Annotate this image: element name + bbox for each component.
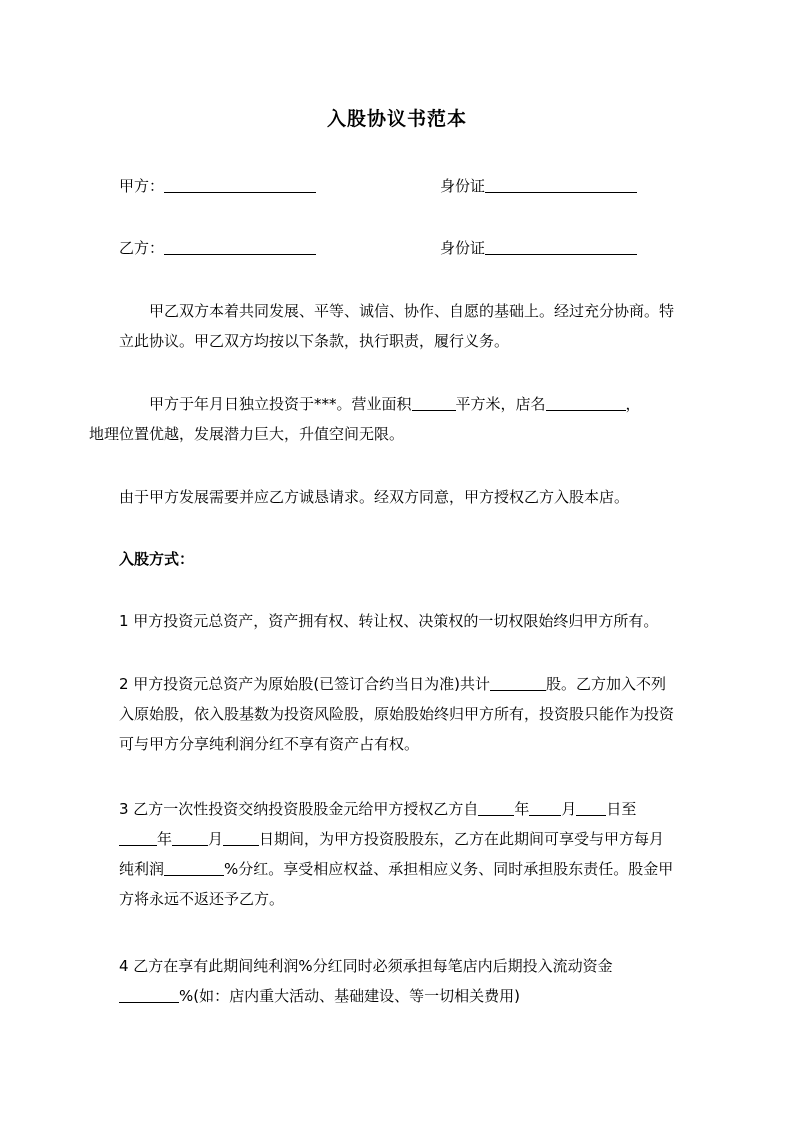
- intro-2-text-d: 地理位置优越，发展潜力巨大，升值空间无限。: [89, 425, 405, 443]
- shop-name-blank: [546, 393, 626, 411]
- start-month-blank: [529, 798, 561, 816]
- page-title: 入股协议书范本: [326, 108, 467, 130]
- intro-paragraph-1: 甲乙双方本着共同发展、平等、诚信、协作、自愿的基础上。经过充分协商。特立此协议。甲乙双方均按以下条款，执行职责，履行义务。: [119, 302, 675, 350]
- party-a-id-label: 身份证: [440, 177, 486, 195]
- party-a-id-line: [440, 171, 637, 201]
- party-a-id-blank: [485, 175, 637, 193]
- start-day-blank: [576, 798, 606, 816]
- end-day-blank: [223, 828, 259, 846]
- party-b-name-blank: [164, 237, 316, 255]
- intro-2-text-c: ，: [625, 395, 641, 413]
- clause-3-text-f: 月: [208, 830, 224, 848]
- party-b-id-line: [440, 233, 637, 263]
- party-a-line: [119, 171, 316, 201]
- end-year-blank: [119, 828, 157, 846]
- section-heading: 入股方式：: [119, 550, 195, 568]
- party-b-id-blank: [485, 237, 637, 255]
- party-a-name-blank: [164, 175, 316, 193]
- clause-4-text-a: 4 乙方在享有此期间纯利润%分红同时必须承担每笔店内后期投入流动资金: [119, 957, 613, 975]
- clause-3-text-a: 3 乙方一次性投资交纳投资股股金元给甲方授权乙方自: [119, 800, 479, 818]
- clause-4-text-b: %(如：店内重大活动、基础建设、等一切相关费用): [179, 987, 520, 1005]
- intro-paragraph-2: [89, 389, 679, 449]
- clause-1: 1 甲方投资元总资产，资产拥有权、转让权、决策权的一切权限始终归甲方所有。: [119, 612, 659, 630]
- party-b-id-label: 身份证: [440, 239, 486, 257]
- party-b-line: [119, 233, 316, 263]
- profit-share-blank: [164, 858, 224, 876]
- start-year-blank: [478, 798, 514, 816]
- clause-4: [119, 951, 679, 1011]
- clause-3-text-e: 年: [157, 830, 173, 848]
- clause-2-text-a: 2 甲方投资元总资产为原始股(已签订合约当日为准)共计: [119, 675, 491, 693]
- clause-2-text-b: 股。乙方加入不列入原始股，依入股基数为投资风险股，原始股始终归甲方所有，投资股只能作为投资可与甲方分享纯利润分红不享有资产占有权。: [119, 675, 675, 753]
- clause-3-text-g: 日期间，为甲方投资股股东，乙方在此期间可享受与甲方每月纯利润: [119, 830, 665, 878]
- shares-blank: [490, 673, 546, 691]
- clause-3-text-d: 日至: [606, 800, 637, 818]
- intro-2-text-a: 甲方于年月日独立投资于***。营业面积: [149, 395, 412, 413]
- clause-3-text-c: 月: [561, 800, 577, 818]
- clause-2: [119, 669, 679, 759]
- end-month-blank: [172, 828, 208, 846]
- party-b-label: 乙方：: [119, 239, 165, 257]
- intro-2-text-b: 平方米，店名: [455, 395, 546, 413]
- intro-paragraph-3: 由于甲方发展需要并应乙方诚恳请求。经双方同意，甲方授权乙方入股本店。: [119, 488, 630, 506]
- clause-3-text-h: %分红。享受相应权益、承担相应义务、同时承担股东责任。股金甲方将永远不返还予乙方。: [119, 860, 674, 908]
- party-a-label: 甲方：: [119, 177, 165, 195]
- area-blank: [412, 393, 456, 411]
- clause-3: [119, 794, 679, 914]
- capital-share-blank: [119, 985, 179, 1003]
- clause-3-text-b: 年: [514, 800, 530, 818]
